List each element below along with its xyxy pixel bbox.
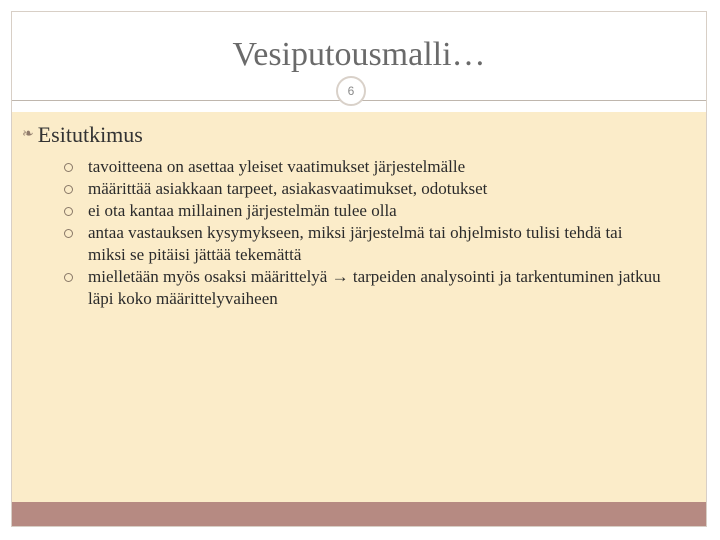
- bullet-text: määrittää asiakkaan tarpeet, asiakasvaatimukset, odotukset: [88, 179, 488, 198]
- leaf-icon: ❧: [22, 126, 34, 142]
- page-number-badge: 6: [336, 76, 366, 106]
- ring-icon: [64, 163, 73, 172]
- bullet-text: tavoitteena on asettaa yleiset vaatimukset järjestelmälle: [88, 157, 466, 176]
- slide-title: Vesiputousmalli…: [232, 36, 486, 73]
- list-item: [64, 266, 664, 310]
- bullet-text: mielletään myös osaksi määrittelyä → tarpeiden analysointi ja tarkentuminen jatkuu läpi koko määrittelyvaiheen: [88, 267, 661, 308]
- footer-bar: [12, 502, 706, 526]
- list-item: [64, 222, 664, 266]
- bullet-text: ei ota kantaa millainen järjestelmän tulee olla: [88, 201, 397, 220]
- ring-icon: [64, 273, 73, 282]
- ring-icon: [64, 229, 73, 238]
- ring-icon: [64, 185, 73, 194]
- bullet-list: [64, 156, 664, 310]
- list-item: [64, 156, 664, 178]
- list-item: [64, 178, 664, 200]
- heading-text: Esitutkimus: [37, 122, 143, 147]
- bullet-text: antaa vastauksen kysymykseen, miksi järjestelmä tai ohjelmisto tulisi tehdä tai miksi se pitäisi jättää tekemättä: [88, 223, 623, 264]
- heading: [22, 122, 143, 148]
- ring-icon: [64, 207, 73, 216]
- list-item: [64, 200, 664, 222]
